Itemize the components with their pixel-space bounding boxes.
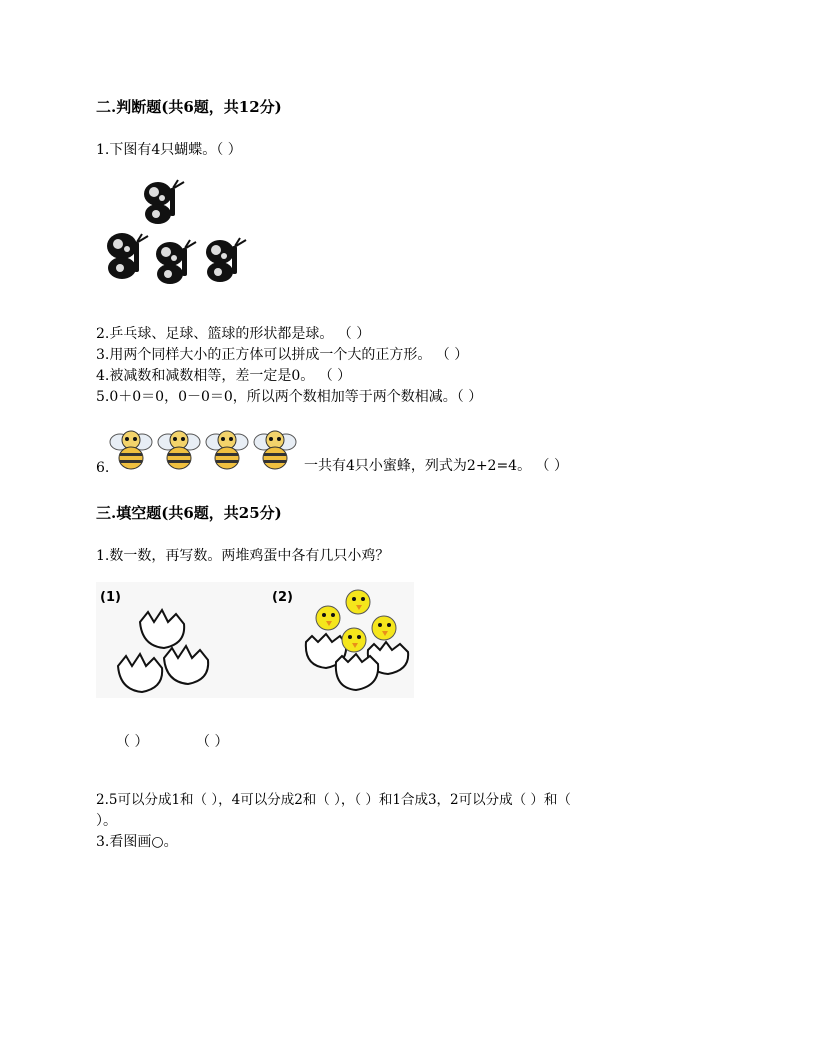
butterflies-image (96, 176, 258, 294)
question-2-5: 5.0＋0＝0，0－0＝0，所以两个数相加等于两个数相减。（ ） (96, 389, 483, 405)
section-3-title: 三.填空题(共6题，共25分) (96, 504, 282, 522)
question-2-4: 4.被减数和减数相等，差一定是0。 （ ） (96, 368, 352, 384)
butterfly-icon (206, 238, 246, 282)
butterfly-icon (144, 180, 184, 224)
eggs-chicks-image (96, 582, 414, 698)
question-3-3: 3.看图画○。 (96, 834, 178, 850)
question-2-6-number: 6. (96, 460, 110, 476)
chick-icon (346, 590, 370, 614)
question-3-1: 1.数一数，再写数。两堆鸡蛋中各有几只小鸡？ (96, 548, 390, 564)
answer-blank-1[interactable]: （ ） (116, 734, 149, 750)
label-group-1: (1) (100, 590, 121, 605)
label-group-2: (2) (272, 590, 293, 605)
bee-icon (206, 431, 248, 469)
bees-image (106, 424, 304, 472)
question-2-1: 1.下图有4只蝴蝶。（ ） (96, 142, 242, 158)
answer-blank-2[interactable]: （ ） (196, 734, 229, 750)
question-2-6-text: 一共有4只小蜜蜂，列式为2+2=4。 （ ） (304, 458, 568, 474)
chick-icon (336, 628, 378, 690)
bee-icon (158, 431, 200, 469)
question-3-2-line-1: 2.5可以分成1和（ ），4可以分成2和（ ），（ ）和1合成3，2可以分成（ ）和（ (96, 792, 571, 808)
question-2-2: 2.乒乓球、足球、篮球的形状都是球。 （ ） (96, 326, 371, 342)
butterfly-icon (107, 233, 148, 279)
question-3-2-line-2: ）。 (96, 813, 117, 829)
question-2-3: 3.用两个同样大小的正方体可以拼成一个大的正方形。 （ ） (96, 347, 469, 363)
butterfly-icon (156, 240, 196, 284)
bee-icon (110, 431, 152, 469)
bee-icon (254, 431, 296, 469)
section-2-title: 二.判断题(共6题，共12分) (96, 98, 282, 116)
egg-shell-icon (118, 610, 208, 692)
